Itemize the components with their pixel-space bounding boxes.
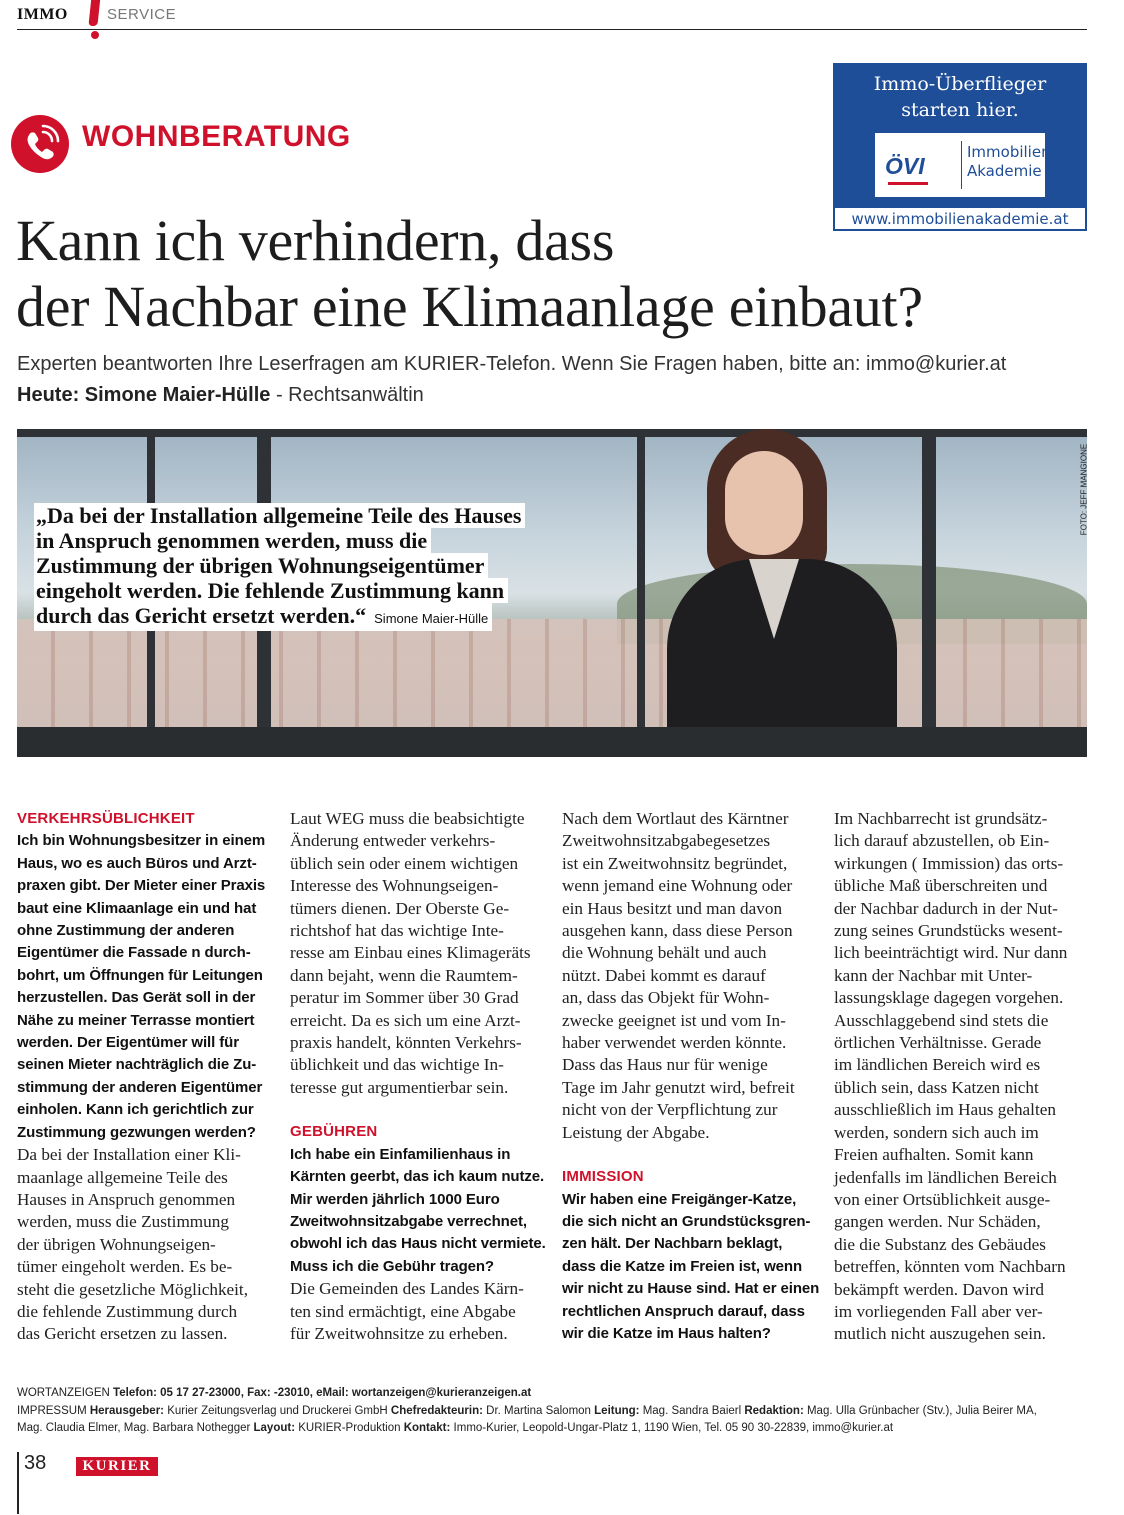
text-line: ausgehen kann, dass diese Person — [562, 921, 793, 941]
reader-question — [17, 830, 272, 1144]
text-line: üblich sein oder einem wichtigen — [290, 853, 519, 873]
text-line: üblich sein, dass Katzen nicht — [834, 1077, 1039, 1097]
imprint-value: Dr. Martina Salomon — [482, 1404, 595, 1417]
text-line: steht die gesetzliche Möglichkeit, — [17, 1279, 249, 1299]
text-line: nützt. Dabei kommt es darauf — [562, 965, 766, 985]
text-line: Laut WEG muss die beabsichtigte — [290, 809, 525, 828]
text-line: örtlichen Verhältnisse. Gerade — [834, 1033, 1042, 1053]
text-line: im vorliegenden Fall aber ver- — [834, 1301, 1043, 1321]
text-line: Nach dem Wortlaut des Kärntner — [562, 809, 789, 828]
text-line: Nähe zu meiner Terrasse montiert — [17, 1011, 255, 1029]
text-line: Ich habe ein Einfamilienhaus in — [290, 1145, 511, 1163]
expert-line — [17, 384, 424, 407]
window-sill — [17, 727, 1087, 757]
text-line: bohrt, um Öffnungen für Leitungen — [17, 966, 263, 984]
imprint-line — [17, 1403, 1087, 1421]
quote-line: in Anspruch genommen werden, muss die — [34, 528, 431, 553]
column-4 — [834, 808, 1089, 1346]
text-line: lich beeinträchtigt wird. Nur dann — [834, 943, 1068, 963]
text-line: werden, muss die Zustimmung — [17, 1212, 229, 1232]
text-line: peratur im Sommer über 30 Grad — [290, 988, 519, 1008]
imprint-value: Mag. Claudia Elmer, Mag. Barbara Nothegger — [17, 1422, 254, 1434]
text-line: Leistung der Abgabe. — [562, 1122, 710, 1142]
text-line: erreicht. Da es sich um eine Arzt- — [290, 1010, 521, 1030]
text-line: teresse gut argumentierbar sein. — [290, 1077, 509, 1097]
reader-question — [290, 1144, 545, 1278]
text-line: stimmung der anderen Eigentümer — [17, 1078, 263, 1096]
expert-answer — [562, 808, 817, 1144]
imprint-label: IMPRESSUM — [17, 1404, 87, 1417]
ovi-logo — [875, 133, 1051, 197]
text-line: die fehlende Zustimmung durch — [17, 1301, 238, 1321]
text-line: obwohl ich das Haus nicht vermiete. — [290, 1235, 546, 1253]
exclamation-logo-icon — [87, 0, 101, 42]
text-line: dass die Katze im Freien ist, wenn — [562, 1257, 803, 1275]
expert-answer — [834, 808, 1089, 1346]
text-line: Kärnten geerbt, das ich kaum nutze. — [290, 1168, 545, 1186]
imprint-key: Leitung: — [594, 1404, 640, 1417]
page-number: 38 — [24, 1452, 47, 1474]
photo-credit — [1079, 439, 1089, 549]
imprint-key: Chefredakteurin: — [390, 1404, 483, 1417]
text-line: haber verwendet werden könnte. — [562, 1033, 787, 1053]
text-line: tümer eingeholt werden. Es be- — [17, 1257, 233, 1277]
text-line: die die Substanz des Gebäudes — [834, 1234, 1046, 1254]
column-3 — [562, 808, 820, 1345]
text-line: einholen. Kann ich gerichtlich zur — [17, 1101, 254, 1119]
ovi-logo-label — [967, 143, 1051, 181]
text-line: seinen Mieter nachträglich die Zu- — [17, 1056, 257, 1074]
text-line: zen hält. Der Nachbarn beklagt, — [562, 1235, 783, 1253]
ovi-logo-underline — [888, 182, 928, 185]
text-line: Freien aufhalten. Somit kann — [834, 1145, 1034, 1165]
section-heading: VERKEHRSÜBLICHKEIT — [17, 810, 195, 827]
imprint-key: Layout: — [253, 1422, 296, 1434]
quote-author: Simone Maier-Hülle — [374, 611, 489, 626]
text-line: Hauses in Anspruch genommen — [17, 1189, 236, 1209]
text-line: Wir haben eine Freigänger-Katze, — [562, 1190, 797, 1208]
kurier-logo: KURIER — [76, 1457, 158, 1476]
window-frame — [637, 429, 645, 729]
imprint-line — [17, 1420, 1087, 1438]
imprint-value: Mag. Sandra Baierl — [639, 1404, 745, 1417]
text-line: der Nachbar dadurch in der Nut- — [834, 898, 1058, 918]
quote-line: eingeholt werden. Die fehlende Zustimmung kann — [34, 578, 508, 603]
article-intro: Experten beantworten Ihre Leserfragen am KURIER-Telefon. Wenn Sie Fragen haben, bitte an: immo@kurier.at — [17, 353, 1007, 375]
text-line: kann der Nachbar mit Unter- — [834, 965, 1033, 985]
column-1 — [17, 808, 272, 1346]
text-line: zung seines Grundstücks wesent- — [834, 921, 1063, 941]
text-line: Dass das Haus nur für wenige — [562, 1055, 768, 1075]
text-line: ohne Zustimmung der anderen — [17, 922, 235, 940]
text-line: ist ein Zweitwohnsitz begründet, — [562, 853, 788, 873]
classifieds-line — [17, 1385, 1087, 1403]
text-line: werden. Der Eigentümer will für — [17, 1034, 239, 1052]
text-line: von einer Ortsüblichkeit ausge- — [834, 1189, 1051, 1209]
text-line: werden, sondern sich auch im — [834, 1122, 1039, 1142]
title-line2: der Nachbar eine Klimaanlage einbaut? — [16, 274, 923, 339]
column-2 — [290, 808, 545, 1345]
text-line: jedenfalls im ländlichen Bereich — [834, 1167, 1057, 1187]
text-line: üblichkeit und das wichtige In- — [290, 1055, 504, 1075]
text-line: mutlich nicht auszugehen sein. — [834, 1324, 1046, 1344]
text-line: Mir werden jährlich 1000 Euro — [290, 1190, 500, 1208]
text-line: wenn jemand eine Wohnung oder — [562, 876, 793, 896]
imprint-key: Kontakt: — [403, 1422, 451, 1434]
text-line: resse am Einbau eines Klimageräts — [290, 943, 531, 963]
header-section: SERVICE — [107, 6, 177, 23]
text-line: lich darauf abzustellen, ob Ein- — [834, 831, 1050, 851]
imprint-value: Kurier Zeitungsverlag und Druckerei GmbH — [164, 1404, 391, 1417]
ad-headline-line2: starten hier. — [901, 99, 1019, 121]
text-line: dann bejaht, wenn die Raumtem- — [290, 965, 518, 985]
imprint — [17, 1385, 1087, 1438]
expert-answer — [17, 1144, 272, 1346]
quote-line: „Da bei der Installation allgemeine Teile des Hauses — [34, 503, 525, 528]
article-title — [16, 208, 1106, 340]
logo-label-line2: Akademie — [967, 162, 1042, 180]
text-line: wirkungen ( Immission) das orts- — [834, 853, 1064, 873]
text-line: lassungsklage dagegen vorgehen. — [834, 988, 1064, 1008]
imprint-key: Herausgeber: — [89, 1404, 164, 1417]
advertisement-immobilienakademie[interactable] — [833, 63, 1087, 231]
text-line: baut eine Klimaanlage ein und hat — [17, 899, 257, 917]
text-line: ten sind ermächtigt, eine Abgabe — [290, 1301, 516, 1321]
text-line: praxen gibt. Der Mieter einer Praxis — [17, 877, 266, 895]
text-line: ein Haus besitzt und man davon — [562, 898, 783, 918]
section-heading: IMMISSION — [562, 1168, 644, 1186]
title-line1: Kann ich verhindern, dass — [16, 208, 615, 273]
imprint-value: KURIER-Produktion — [295, 1422, 404, 1434]
text-line: Zweitwohnsitzabgabegesetzes — [562, 831, 771, 851]
text-line: rechtlichen Anspruch darauf, dass — [562, 1302, 805, 1320]
imprint-value: Immo-Kurier, Leopold-Ungar-Platz 1, 1190 Wien, Tel. 05 90 30-22839, immo@kurier.at — [450, 1422, 894, 1434]
quote-line-last — [34, 603, 492, 631]
expert-answer — [290, 808, 545, 1099]
imprint-key: Redaktion: — [744, 1404, 804, 1417]
reader-question — [562, 1189, 820, 1346]
text-line: Muss ich die Gebühr tragen? — [290, 1257, 494, 1275]
rubric-label: WOHNBERATUNG — [82, 120, 351, 153]
text-line: Eigentümer die Fassade n durch- — [17, 944, 251, 962]
header-brand: IMMO — [17, 6, 68, 23]
logo-divider — [961, 141, 962, 189]
imprint-value: Mag. Ulla Grünbacher (Stv.), Julia Beirer MA, — [803, 1404, 1037, 1417]
text-line: das Gericht ersetzen zu lassen. — [17, 1324, 228, 1344]
ad-headline-line1: Immo-Überflieger — [873, 73, 1047, 95]
text-line: ausschließlich im Haus gehalten — [834, 1100, 1056, 1120]
text-line: Die Gemeinden des Landes Kärn- — [290, 1279, 524, 1299]
text-line: der übrigen Wohnungseigen- — [17, 1234, 216, 1254]
expert-role: - Rechtsanwältin — [270, 384, 424, 406]
text-line: Ich bin Wohnungsbesitzer in einem — [17, 832, 266, 850]
text-line: an, dass das Objekt für Wohn- — [562, 988, 770, 1008]
text-line: im ländlichen Bereich wird es — [834, 1055, 1041, 1075]
text-line: Haus, wo es auch Büros und Arzt- — [17, 854, 257, 872]
text-line: bekämpft werden. Davon wird — [834, 1279, 1045, 1299]
text-line: Da bei der Installation einer Kli- — [17, 1145, 241, 1165]
logo-label-line1: Immobilien — [967, 143, 1051, 161]
text-line: praxis handelt, könnten Verkehrs- — [290, 1033, 522, 1053]
text-line: betreffen, könnten vom Nachbarn — [834, 1257, 1066, 1277]
text-line: die sich nicht an Grundstücksgren- — [562, 1212, 811, 1230]
photo-credit-text: FOTO: JEFF MANGIONE — [1079, 443, 1089, 536]
text-line: Im Nachbarrecht ist grundsätz- — [834, 809, 1048, 828]
text-line: Zweitwohnsitzabgabe verrechnet, — [290, 1212, 527, 1230]
page-header — [17, 0, 1087, 30]
text-line: Interesse des Wohnungseigen- — [290, 876, 499, 896]
text-line: nicht von der Verpflichtung zur — [562, 1100, 778, 1120]
text-line: maanlage allgemeine Teile des — [17, 1167, 228, 1187]
section-heading: GEBÜHREN — [290, 1123, 378, 1141]
text-line: die Wohnung behält und auch — [562, 943, 767, 963]
ad-url-link[interactable]: www.immobilienakademie.at — [833, 208, 1087, 231]
text-line: tümers dienen. Der Oberste Ge- — [290, 898, 510, 918]
phone-icon — [11, 115, 69, 173]
expert-name: Heute: Simone Maier-Hülle — [17, 384, 271, 406]
text-line: Zustimmung gezwungen werden? — [17, 1123, 256, 1141]
text-line: für Zweitwohnsitze zu erheben. — [290, 1323, 508, 1343]
portrait-simone-maier-huelle — [667, 429, 927, 729]
ovi-logo-text: ÖVI — [885, 153, 925, 179]
expert-answer — [290, 1278, 545, 1345]
text-line: wir die Katze im Haus halten? — [562, 1324, 771, 1342]
text-line: wir nicht zu Hause sind. Hat er einen — [562, 1280, 820, 1298]
text-line: Änderung entweder verkehrs- — [290, 831, 496, 851]
classifieds-contact: Telefon: 05 17 27-23000, Fax: -23010, eMail: wortanzeigen@kurieranzeigen.at — [109, 1387, 532, 1399]
text-line: herzustellen. Das Gerät soll in der — [17, 989, 256, 1007]
text-line: richtshof hat das wichtige Inte- — [290, 921, 504, 941]
page-divider — [17, 1452, 19, 1514]
classifieds-label: WORTANZEIGEN — [17, 1387, 110, 1399]
text-line: gangen werden. Nur Schäden, — [834, 1212, 1041, 1232]
text-line: Tage im Jahr genutzt wird, befreit — [562, 1077, 795, 1097]
pull-quote — [34, 503, 594, 631]
text-line: übliche Maß überschreiten und — [834, 876, 1048, 896]
ad-headline — [833, 71, 1087, 123]
quote-line: Zustimmung der übrigen Wohnungseigentümer — [34, 553, 488, 578]
text-line: zwecke geeignet ist und vom In- — [562, 1010, 786, 1030]
text-line: Ausschlaggebend sind stets die — [834, 1010, 1049, 1030]
quote-line-text: durch das Gericht ersetzt werden.“ — [36, 603, 367, 628]
